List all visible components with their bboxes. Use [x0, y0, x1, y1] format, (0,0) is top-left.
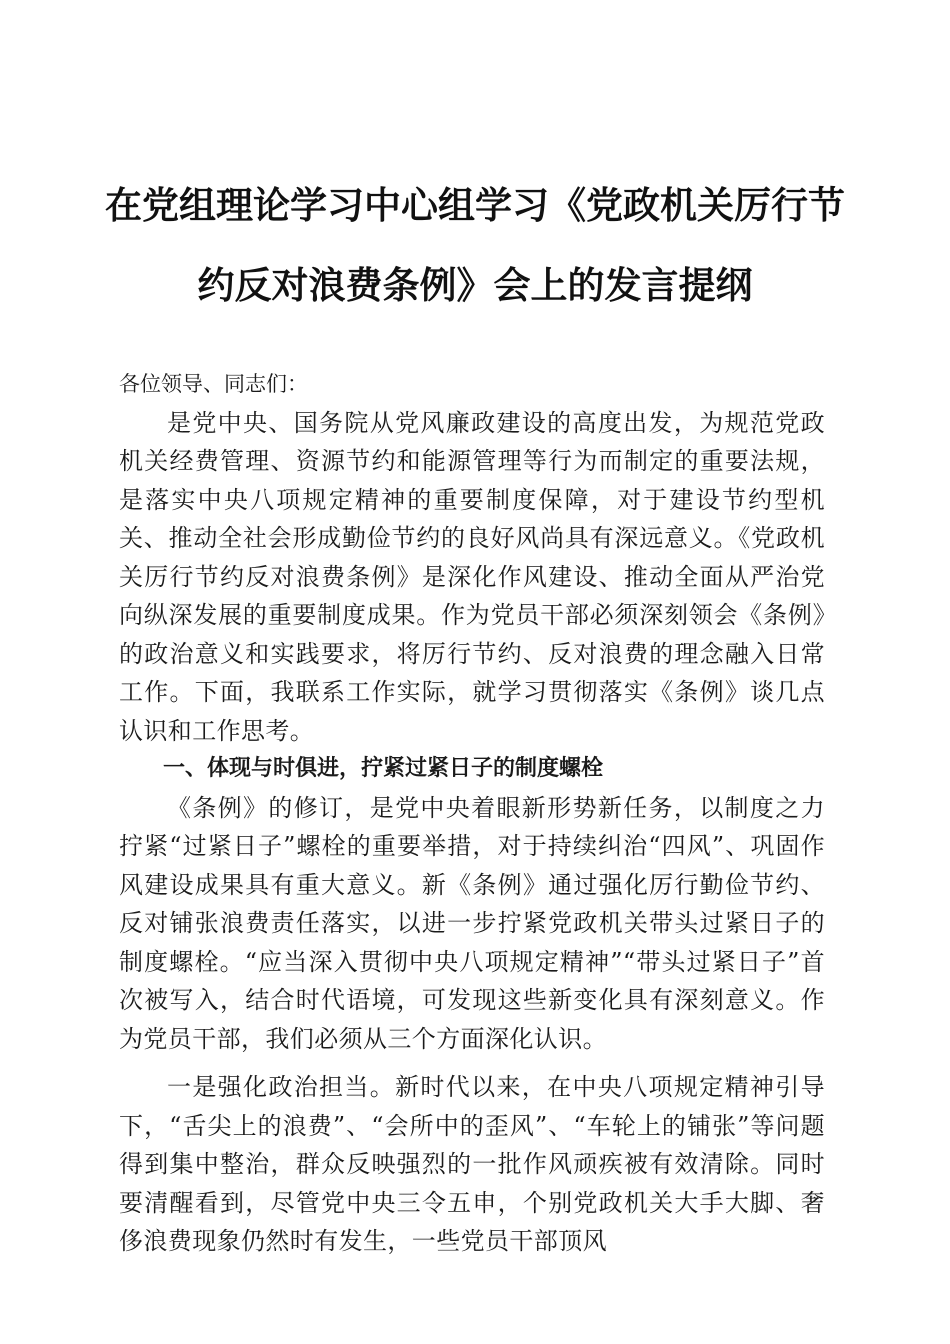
paragraph-spacer	[119, 1058, 825, 1068]
paragraph-intro: 是党中央、国务院从党风廉政建设的高度出发，为规范党政机关经费管理、资源节约和能源管理等行为而制定的重要法规，是落实中央八项规定精神的重要制度保障，对于建设节约型机关、推动全社会形成勤俭节约的良好风尚具有深远意义。《党政机关厉行节约反对浪费条例》是深化作风建设、推动全面从严治党向纵深发展的重要制度成果。作为党员干部必须深刻领会《条例》的政治意义和实践要求，将厉行节约、反对浪费的理念融入日常工作。下面，我联系工作实际，就学习贯彻落实《条例》谈几点认识和工作思考。	[119, 408, 825, 745]
paragraph-section-1: 《条例》的修订，是党中央着眼新形势新任务，以制度之力拧紧“过紧日子”螺栓的重要举措，对于持续纠治“四风”、巩固作风建设成果具有重大意义。新《条例》通过强化厉行勤俭节约、反对铺张浪费责任落实，以进一步拧紧党政机关带头过紧日子的制度螺栓。“应当深入贯彻中央八项规定精神”“带头过紧日子”首次被写入，结合时代语境，可发现这些新变化具有深刻意义。作为党员干部，我们必须从三个方面深化认识。	[119, 793, 825, 1053]
paragraph-point-1: 一是强化政治担当。新时代以来，在中央八项规定精神引导下，“舌尖上的浪费”、“会所中的歪风”、“车轮上的铺张”等问题得到集中整治，群众反映强烈的一批作风顽疾被有效清除。同时要清醒看到，尽管党中央三令五申，个别党政机关大手大脚、奢侈浪费现象仍然时有发生，一些党员干部顶风	[119, 1073, 825, 1255]
salutation: 各位领导、同志们：	[119, 372, 308, 396]
document-title: 在党组理论学习中心组学习《党政机关厉行节约反对浪费条例》会上的发言提纲	[105, 183, 845, 307]
document-body	[119, 365, 825, 1261]
section-heading-1: 一、体现与时俱进，拧紧过紧日子的制度螺栓	[163, 756, 604, 781]
